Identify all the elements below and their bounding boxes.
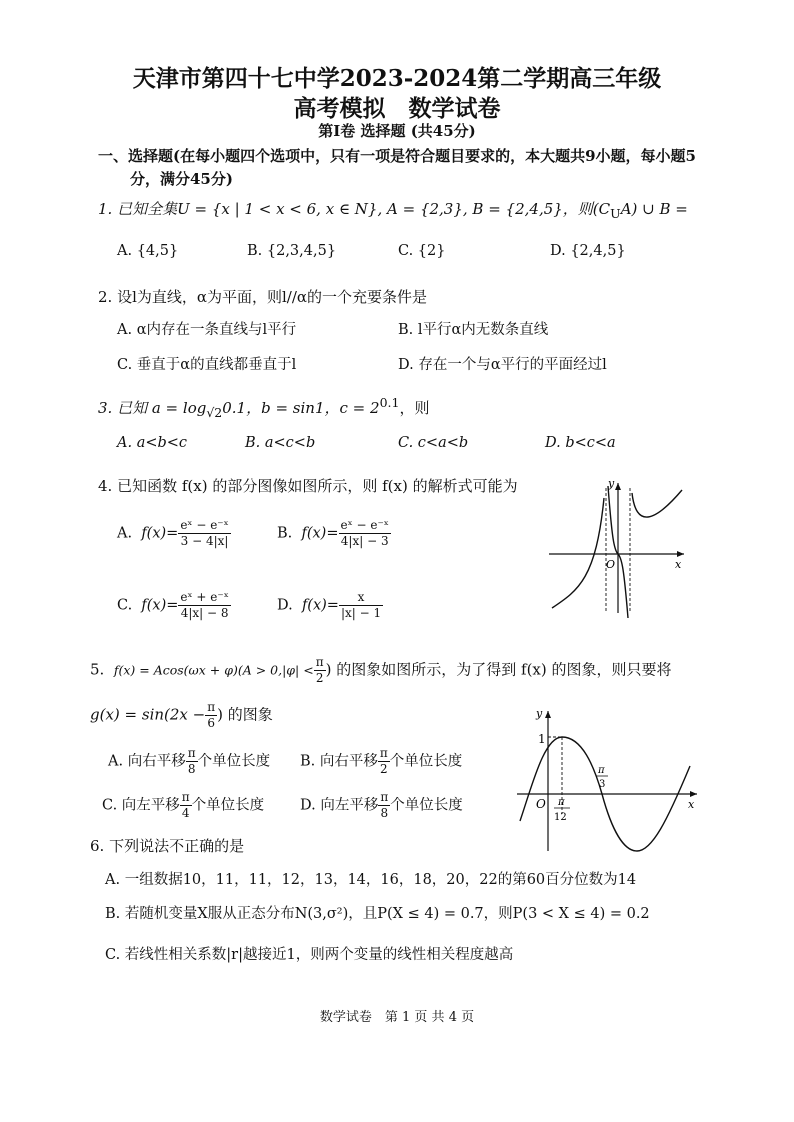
q5-option-d[interactable]: D. 向左平移 $\frac{\pi}{8}$ 个单位长度: [300, 790, 463, 820]
q4-curve-right: [632, 490, 682, 517]
page-footer: 数学试卷 第 1 页 共 4 页: [319, 1010, 475, 1025]
q3-option-d[interactable]: D. b<c<a: [545, 435, 616, 451]
q5-cosine-graph: [512, 706, 700, 856]
q1-option-b[interactable]: B. {2,3,4,5}: [247, 243, 337, 259]
q6-option-a[interactable]: A. 一组数据10，11，11，12，13，14，16，18，20，22的第60百分位数为14: [105, 872, 637, 888]
q5-option-c[interactable]: C. 向左平移 $\frac{\pi}{4}$ 个单位长度: [102, 790, 265, 820]
q5-origin-label: O: [536, 797, 546, 811]
question-5-stem: 5. f(x) = Acos(ωx + φ)(A > 0,|φ| < $\frac{\pi}{2}$ ) 的图象如图所示，为了得到 f(x) 的图象，则只要将: [90, 655, 672, 685]
q5-tick1-den: 12: [554, 812, 567, 823]
q4-origin-label: O: [606, 558, 616, 571]
q4-y-label: y: [608, 478, 615, 490]
q5-option-a[interactable]: A. 向右平移 $\frac{\pi}{8}$ 个单位长度: [108, 746, 271, 776]
exam-title-line1: 天津市第四十七中学2023-2024第二学期高三年级: [132, 65, 662, 92]
q5-option-b[interactable]: B. 向右平移 $\frac{\pi}{2}$ 个单位长度: [300, 746, 463, 776]
q4-x-label: x: [675, 558, 682, 571]
q6-option-b[interactable]: B. 若随机变量X服从正态分布N(3,σ²)，且P(X ≤ 4) = 0.7，则P(3 < X ≤ 4) = 0.2: [105, 906, 650, 922]
q5-x-arrow: [690, 791, 697, 797]
q4-option-c[interactable]: C. f(x)= $\frac{\text{eˣ + e⁻ˣ}}{4|x| - 8}$: [117, 590, 229, 620]
q5-y-arrow: [545, 711, 551, 718]
q3-option-b[interactable]: B. a<c<b: [245, 435, 316, 451]
question-3-stem: 3. 已知 $a = \log_{√2}0.1$，b = sin1，$c = 2^{0.1}$，则: [98, 395, 430, 420]
part-label: 第Ⅰ卷 选择题 (共45分): [318, 122, 476, 140]
q2-option-c[interactable]: C. 垂直于α的直线都垂直于l: [117, 357, 297, 373]
q3-option-a[interactable]: A. a<b<c: [117, 435, 188, 451]
q4-option-d[interactable]: D. f(x)= $\frac{x}{|x| - 1}$: [277, 590, 382, 620]
question-5-line2: g(x) = sin(2x − $\frac{\pi}{6}$ ) 的图象: [90, 700, 273, 730]
q1-option-a[interactable]: A. {4,5}: [117, 243, 179, 259]
q4-option-b[interactable]: B. f(x)= $\frac{\text{eˣ − e⁻ˣ}}{4|x| - 3}$: [277, 518, 389, 548]
q2-option-b[interactable]: B. l平行α内无数条直线: [398, 322, 549, 338]
question-6-stem: 6. 下列说法不正确的是: [90, 837, 245, 855]
question-2-stem: 2. 设l为直线，α为平面，则l//α的一个充要条件是: [98, 288, 428, 306]
question-1-stem: 1. 已知全集U = {x | 1 < x < 6, x ∈ N}, A = {2,3}, B = {2,4,5}，则$(C_UA)$ ∪ B =: [98, 200, 688, 221]
q4-x-arrow: [677, 551, 684, 557]
q2-option-a[interactable]: A. α内存在一条直线与l平行: [117, 322, 297, 338]
q5-x-label: x: [688, 798, 695, 811]
q4-function-graph: [544, 478, 689, 618]
q5-tick1-num: π: [558, 797, 565, 808]
q5-tick2-num: π: [598, 765, 605, 776]
q5-tick2-den: 3: [599, 779, 606, 790]
q1-option-c[interactable]: C. {2}: [398, 243, 446, 259]
q4-curve-left: [552, 498, 604, 608]
exam-title-line2: 高考模拟 数学试卷: [293, 95, 501, 122]
q4-y-arrow: [615, 483, 621, 490]
q5-y-label: y: [536, 707, 543, 720]
q2-option-d[interactable]: D. 存在一个与α平行的平面经过l: [398, 357, 607, 373]
q3-option-c[interactable]: C. c<a<b: [398, 435, 469, 451]
q4-option-a[interactable]: A. f(x)= $\frac{\text{eˣ − e⁻ˣ}}{3 - 4|x|}$: [117, 518, 229, 548]
q1-option-d[interactable]: D. {2,4,5}: [550, 243, 626, 259]
q6-option-c[interactable]: C. 若线性相关系数|r|越接近1，则两个变量的线性相关程度越高: [105, 947, 514, 963]
question-4-stem: 4. 已知函数 f(x) 的部分图像如图所示，则 f(x) 的解析式可能为: [98, 477, 518, 495]
section-heading-line1: 一、选择题(在每小题四个选项中，只有一项是符合题目要求的，本大题共9小题，每小题5: [98, 147, 696, 165]
section-heading-line2: 分，满分45分): [130, 170, 233, 188]
q5-peak-label: 1: [538, 732, 546, 746]
